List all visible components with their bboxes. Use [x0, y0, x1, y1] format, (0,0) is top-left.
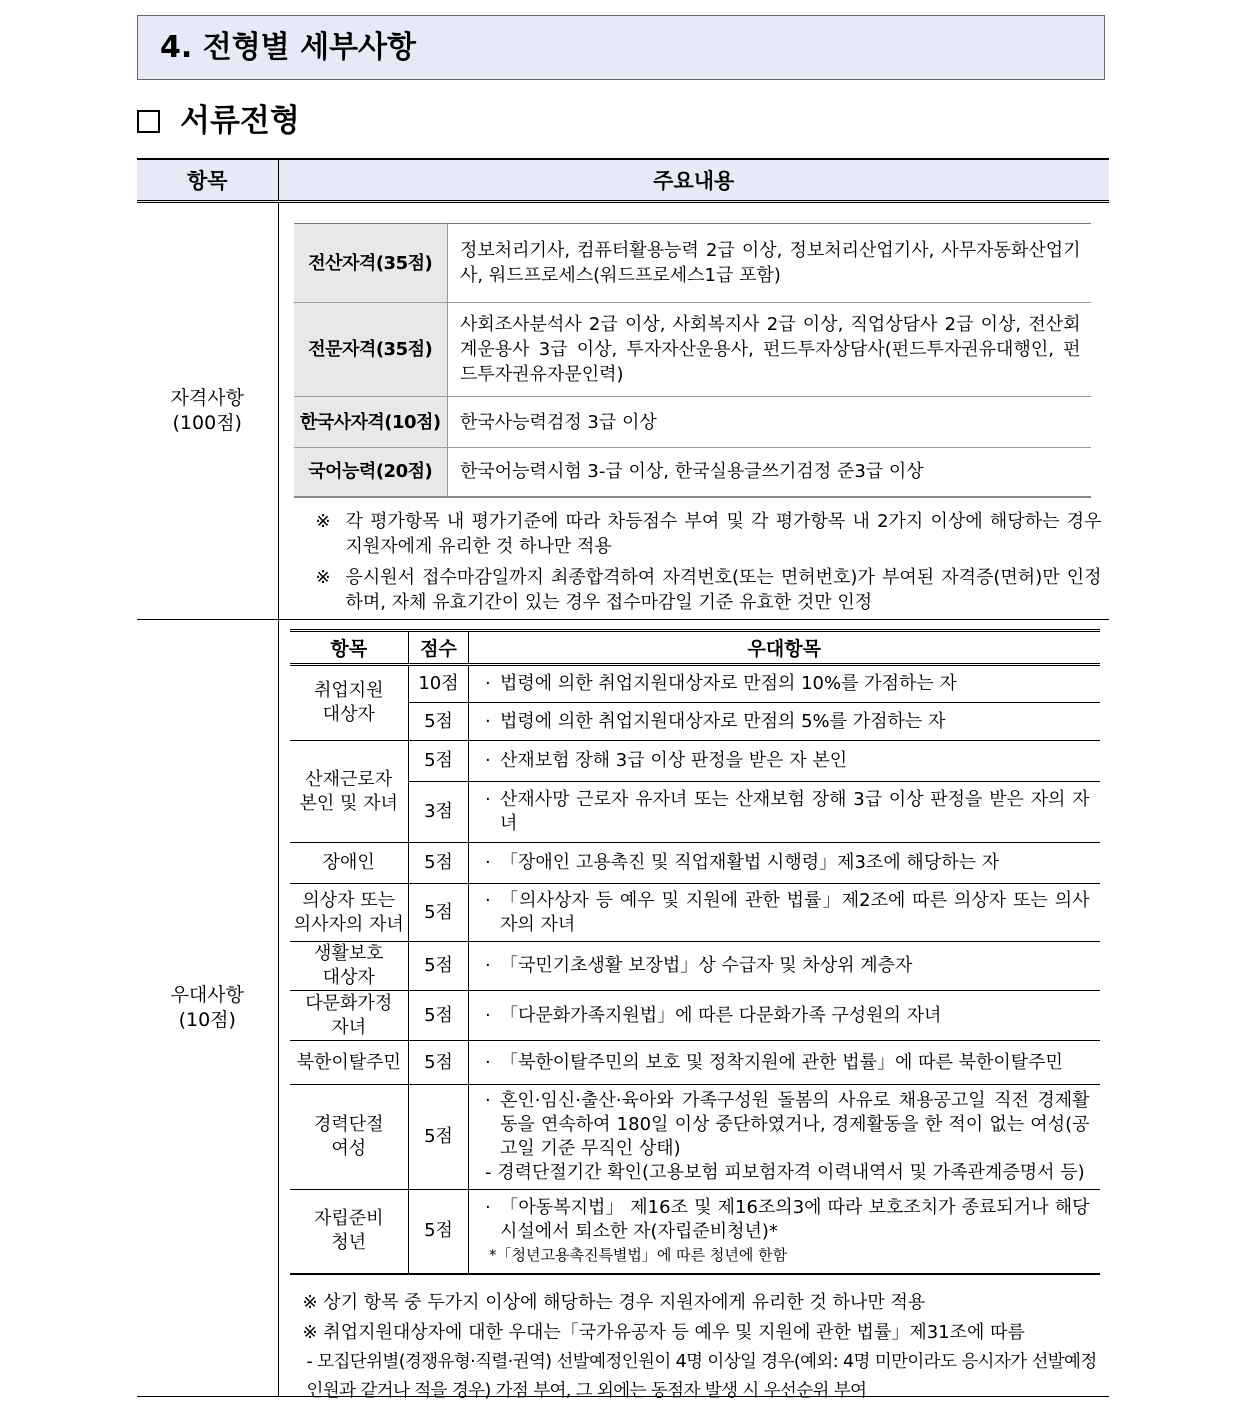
- qualification-value: 한국사능력검정 3급 이상: [448, 397, 1091, 448]
- sub-heading-text: 서류전형: [180, 103, 300, 139]
- pref-name: 북한이탈주민: [290, 1041, 409, 1085]
- pref-desc: · 「다문화가족지원법」에 따른 다문화가족 구성원의 자녀: [469, 991, 1100, 1041]
- qualification-key: 한국사자격(10점): [294, 397, 448, 448]
- preference-notes: [303, 1288, 1103, 1406]
- pref-header-score: 점수: [409, 631, 469, 665]
- pref-note: ※ 상기 항목 중 두가지 이상에 해당하는 경우 지원자에게 유리한 것 하나만 적용: [302, 1292, 926, 1313]
- pref-desc: · 「국민기초생활 보장법」상 수급자 및 차상위 계층자: [469, 942, 1100, 991]
- pref-desc: · 혼인·임신·출산·육아와 가족구성원 돌봄의 사유로 채용공고일 직전 경제활동을 연속하여 180일 이상 중단하였거나, 경제활동을 한 적이 없는 여성(공고일 기준 무직인 상태) - 경력단절기간 확인(고용보험 피보험자격 이력내역서 및 가족관계증명서 등): [469, 1085, 1100, 1190]
- preference-content: [278, 620, 1109, 1401]
- qualification-key: 국어능력(20점): [294, 448, 448, 497]
- qualification-item: [294, 448, 1091, 497]
- table-row: [290, 782, 1100, 843]
- table-row: [290, 1041, 1100, 1085]
- preference-label-line1: 우대사항: [170, 984, 244, 1006]
- header-item: 항목: [137, 159, 278, 202]
- table-row: [290, 942, 1100, 991]
- pref-name: 취업지원 대상자: [290, 665, 409, 741]
- pref-name: 자립준비 청년: [290, 1190, 409, 1274]
- pref-name: 생활보호 대상자: [290, 942, 409, 991]
- table-row: [290, 741, 1100, 782]
- pref-score: 5점: [409, 991, 469, 1041]
- pref-score: 5점: [409, 1085, 469, 1190]
- pref-header-desc: 우대항목: [469, 631, 1100, 665]
- header-content: 주요내용: [278, 159, 1109, 202]
- pref-score: 5점: [409, 703, 469, 741]
- pref-score: 5점: [409, 1041, 469, 1085]
- pref-name: 경력단절 여성: [290, 1085, 409, 1190]
- screening-table: [137, 158, 1109, 1401]
- qualification-item: [294, 303, 1091, 397]
- pref-desc: · 「의사상자 등 예우 및 지원에 관한 법률」제2조에 따른 의상자 또는 의사자의 자녀: [469, 884, 1100, 942]
- pref-header-item: 항목: [290, 631, 409, 665]
- pref-name: 의상자 또는 의사자의 자녀: [290, 884, 409, 942]
- pref-score: 5점: [409, 843, 469, 884]
- qualification-table: [294, 223, 1091, 498]
- pref-sub-note-bottom: - 모집단위별(경쟁유형·직렬·권역) 선발예정인원이 4명 이상일 경우(예외: 4명 미만이라도 응시자가 선발예정인원과 같거나 적을 경우) 가점 부여, 그 외에는 동점자 발생 시 우선순위 부여: [306, 1352, 1097, 1401]
- qualification-item: [294, 224, 1091, 303]
- preference-label: [137, 620, 278, 1397]
- table-row: [290, 1190, 1100, 1274]
- pref-score: 5점: [409, 884, 469, 942]
- pref-desc: · 「장애인 고용촉진 및 직업재활법 시행령」제3조에 해당하는 자: [469, 843, 1100, 884]
- qualification-label-line2: (100점): [172, 412, 242, 434]
- pref-desc: · 법령에 의한 취업지원대상자로 만점의 5%를 가점하는 자: [469, 703, 1100, 741]
- pref-desc: · 산재사망 근로자 유자녀 또는 산재보험 장해 3급 이상 판정을 받은 자의 자녀: [469, 782, 1100, 843]
- pref-desc: · 「북한이탈주민의 보호 및 정착지원에 관한 법률」에 따른 북한이탈주민: [469, 1041, 1100, 1085]
- pref-score: 5점: [409, 741, 469, 782]
- section-title: 4. 전형별 세부사항: [137, 15, 1105, 80]
- pref-score: 5점: [409, 1190, 469, 1274]
- qualification-key: 전산자격(35점): [294, 224, 448, 303]
- qualification-value: 한국어능력시험 3-급 이상, 한국실용글쓰기검정 준3급 이상: [448, 448, 1091, 497]
- qualification-note: ※ 응시원서 접수마감일까지 최종합격하여 자격번호(또는 면허번호)가 부여된 자격증(면허)만 인정하며, 자체 유효기간이 있는 경우 접수마감일 기준 유효한 것만 인정: [315, 567, 1102, 613]
- qualification-label-line1: 자격사항: [170, 387, 244, 409]
- table-row: [290, 991, 1100, 1041]
- qualification-item: [294, 397, 1091, 448]
- pref-desc: · 「아동복지법」 제16조 및 제16조의3에 따라 보호조치가 종료되거나 해당시설에서 퇴소한 자(자립준비청년)* *「청년고용촉진특별법」에 따른 청년에 한함: [469, 1190, 1100, 1274]
- sub-heading: [137, 98, 300, 144]
- pref-dash-note: - 경력단절기간 확인(고용보험 피보험자격 이력내역서 및 가족관계증명서 등): [485, 1162, 1085, 1183]
- pref-name: 다문화가정 자녀: [290, 991, 409, 1041]
- qualification-content: [278, 202, 1109, 620]
- table-row: [290, 1085, 1100, 1190]
- table-row: [290, 703, 1100, 741]
- qualification-key: 전문자격(35점): [294, 303, 448, 397]
- pref-score: 3점: [409, 782, 469, 843]
- table-row: [290, 843, 1100, 884]
- pref-note: ※ 취업지원대상자에 대한 우대는「국가유공자 등 예우 및 지원에 관한 법률」제31조에 따름: [302, 1322, 1025, 1343]
- table-row: [290, 665, 1100, 703]
- qualification-value: 정보처리기사, 컴퓨터활용능력 2급 이상, 정보처리산업기사, 사무자동화산업기사, 워드프로세스(워드프로세스1급 포함): [448, 224, 1091, 303]
- pref-name: 장애인: [290, 843, 409, 884]
- pref-desc: · 산재보험 장해 3급 이상 판정을 받은 자 본인: [469, 741, 1100, 782]
- table-row: [290, 884, 1100, 942]
- pref-desc: · 법령에 의한 취업지원대상자로 만점의 10%를 가점하는 자: [469, 665, 1100, 703]
- pref-score: 10점: [409, 665, 469, 703]
- preference-label-line2: (10점): [178, 1009, 236, 1031]
- qualification-note: ※ 각 평가항목 내 평가기준에 따라 차등점수 부여 및 각 평가항목 내 2가지 이상에 해당하는 경우 지원자에게 유리한 것 하나만 적용: [315, 511, 1102, 557]
- pref-score: 5점: [409, 942, 469, 991]
- preference-row: [137, 620, 1109, 1397]
- qualification-value: 사회조사분석사 2급 이상, 사회복지사 2급 이상, 직업상담사 2급 이상, 전산회계운용사 3급 이상, 투자자산운용사, 펀드투자상담사(펀드투자권유대행인, 펀드투자권유자문인력): [448, 303, 1091, 397]
- checkbox-icon: [137, 110, 160, 133]
- qualification-row: [137, 202, 1109, 620]
- preference-table: [290, 629, 1100, 1275]
- pref-sub-note: *「청년고용촉진특별법」에 따른 청년에 한함: [489, 1246, 788, 1265]
- pref-name: 산재근로자 본인 및 자녀: [290, 741, 409, 843]
- qualification-label: [137, 202, 278, 620]
